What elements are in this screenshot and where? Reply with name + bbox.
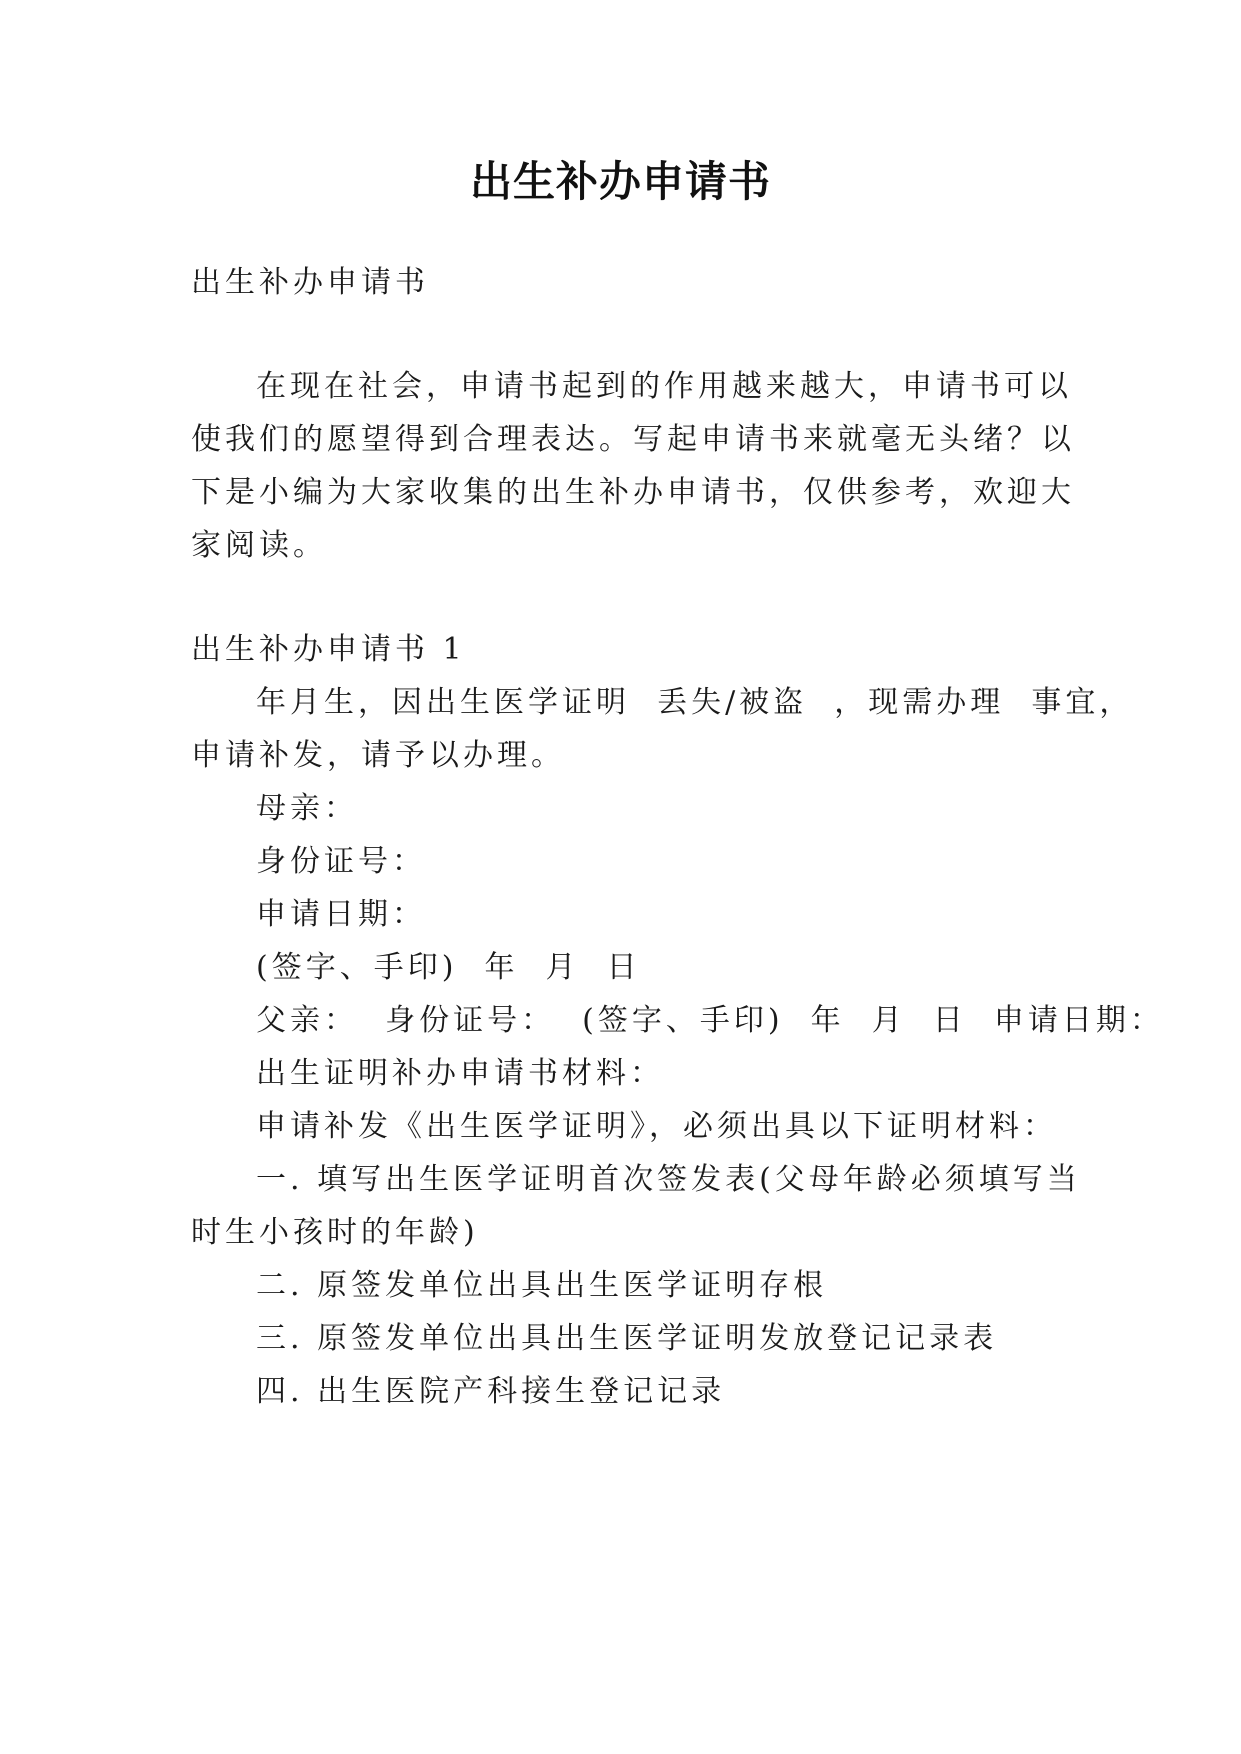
- section-heading: 出生补办申请书 1: [191, 632, 466, 667]
- body-line-2: 申请补发，请予以办理。: [191, 738, 565, 773]
- material-item-4: 四. 出生医院产科接生登记记录: [256, 1374, 726, 1409]
- material-item-3: 三. 原签发单位出具出生医学证明发放登记记录表: [256, 1321, 998, 1356]
- intro-line-1: 在现在社会，申请书起到的作用越来越大，申请书可以: [256, 369, 1072, 404]
- material-item-2: 二. 原签发单位出具出生医学证明存根: [256, 1268, 828, 1303]
- document-heading: 出生补办申请书: [191, 265, 429, 300]
- document-title: 出生补办申请书: [469, 157, 771, 206]
- materials-intro: 申请补发《出生医学证明》，必须出具以下证明材料：: [256, 1109, 1057, 1144]
- intro-line-2: 使我们的愿望得到合理表达。写起申请书来就毫无头绪？以: [191, 422, 1075, 457]
- signature-date-line: (签字、手印) 年 月 日: [256, 950, 641, 985]
- material-item-1: 一. 填写出生医学证明首次签发表(父母年龄必须填写当: [256, 1162, 1081, 1197]
- intro-line-4: 家阅读。: [191, 528, 327, 563]
- body-line-1: 年月生，因出生医学证明 丢失/被盗 ，现需办理 事宜，: [256, 685, 1134, 720]
- material-item-1-continued: 时生小孩时的年龄): [191, 1215, 479, 1250]
- mother-label: 母亲：: [256, 791, 358, 826]
- intro-line-3: 下是小编为大家收集的出生补办申请书，仅供参考，欢迎大: [191, 475, 1075, 510]
- application-date-label: 申请日期：: [256, 897, 426, 932]
- id-number-label: 身份证号：: [256, 844, 426, 879]
- materials-heading: 出生证明补办申请书材料：: [256, 1056, 664, 1091]
- father-line: 父亲： 身份证号： (签字、手印) 年 月 日 申请日期：: [256, 1003, 1164, 1038]
